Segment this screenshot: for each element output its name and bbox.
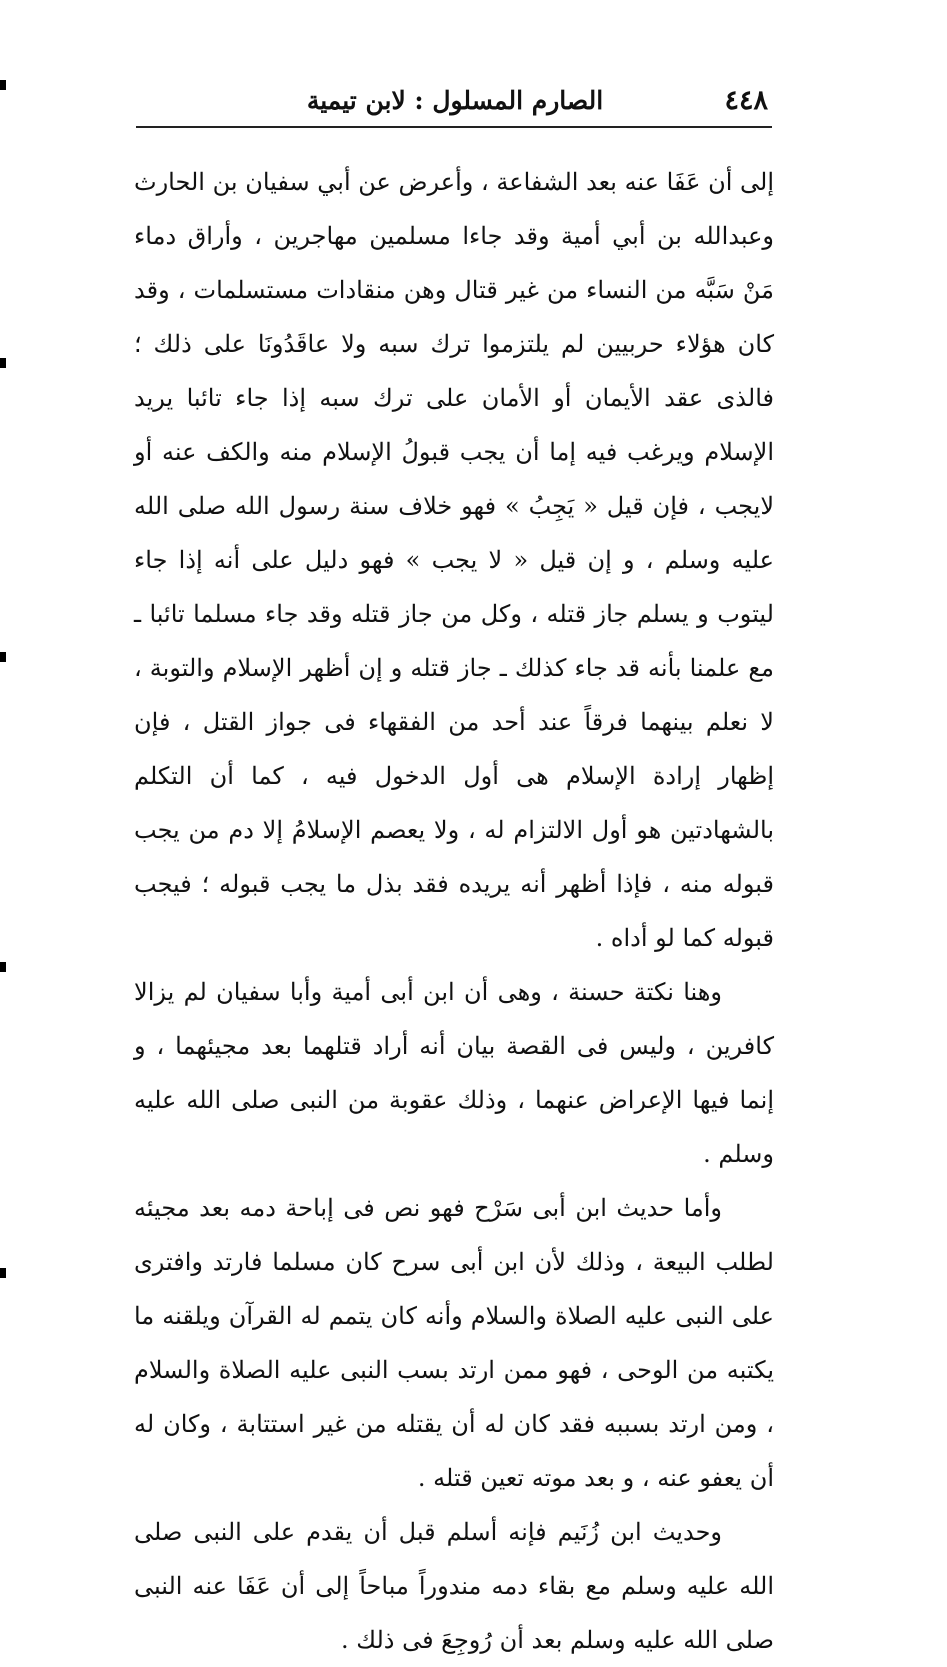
paragraph-3: وأما حديث ابن أبى سَرْح فهو نص فى إباحة دمه بعد مجيئه لطلب البيعة ، وذلك لأن ابن أبى سرح كان مسلما فارتد وافترى على النبى عليه الصلاة والسلام وأنه كان يتمم له القرآن ويلقنه ما يكتبه من الوحى ، فهو ممن ارتد بسب النبى عليه الصلاة والسلام ، ومن ارتد بسببه فقد كان له أن يقتله من غير استتابة ، وكان له أن يعفو عنه ، و بعد موته تعين قتله . [134, 1194, 774, 1492]
scan-margin-mark [0, 358, 6, 368]
scan-margin-mark [0, 1268, 6, 1278]
page-number: ٤٤٨ [724, 85, 768, 116]
header-rule [136, 126, 772, 128]
scan-margin-mark [0, 962, 6, 972]
paragraph-4: وحديث ابن زُنَيم فإنه أسلم قبل أن يقدم على النبى صلى الله عليه وسلم مع بقاء دمه مندوراً مباحاً إلى أن عَفَا عنه النبى صلى الله عليه وسلم بعد أن رُوجِعَ فى ذلك . [134, 1518, 774, 1654]
running-header [142, 78, 768, 122]
body-text [134, 155, 774, 1667]
paragraph-2: وهنا نكتة حسنة ، وهى أن ابن أبى أمية وأبا سفيان لم يزالا كافرين ، وليس فى القصة بيان أنه أراد قتلهما بعد مجيئهما ، و إنما فيها الإعراض عنهما ، وذلك عقوبة من النبى صلى الله عليه وسلم . [134, 978, 774, 1168]
running-title: الصارم المسلول : لابن تيمية [306, 86, 604, 115]
scan-margin-mark [0, 80, 6, 90]
scan-margin-mark [0, 652, 6, 662]
paragraph-1: إلى أن عَفَا عنه بعد الشفاعة ، وأعرض عن أبي سفيان بن الحارث وعبدالله بن أبي أمية وقد جاءا مسلمين مهاجرين ، وأراق دماء مَنْ سَبَّه من النساء من غير قتال وهن منقادات مستسلمات ، وقد كان هؤلاء حربيين لم يلتزموا ترك سبه ولا عاقَدُونَا على ذلك ؛ فالذى عقد الأيمان أو الأمان على ترك سبه إذا جاء تائبا يريد الإسلام ويرغب فيه إما أن يجب قبولُ الإسلام منه والكف عنه أو لايجب ، فإن قيل « يَجِبُ » فهو خلاف سنة رسول الله صلى الله عليه وسلم ، و إن قيل « لا يجب » فهو دليل على أنه إذا جاء ليتوب و يسلم جاز قتله ، وكل من جاز قتله وقد جاء مسلما تائبا ـ مع علمنا بأنه قد جاء كذلك ـ جاز قتله و إن أظهر الإسلام والتوبة ، لا نعلم بينهما فرقاً عند أحد من الفقهاء فى جواز القتل ، فإن إظهار إرادة الإسلام هى أول الدخول فيه ، كما أن التكلم بالشهادتين هو أول الالتزام له ، ولا يعصم الإسلامُ إلا دم من يجب قبوله منه ، فإذا أظهر أنه يريده فقد بذل ما يجب قبوله ؛ فيجب قبوله كما لو أداه . [134, 168, 775, 952]
